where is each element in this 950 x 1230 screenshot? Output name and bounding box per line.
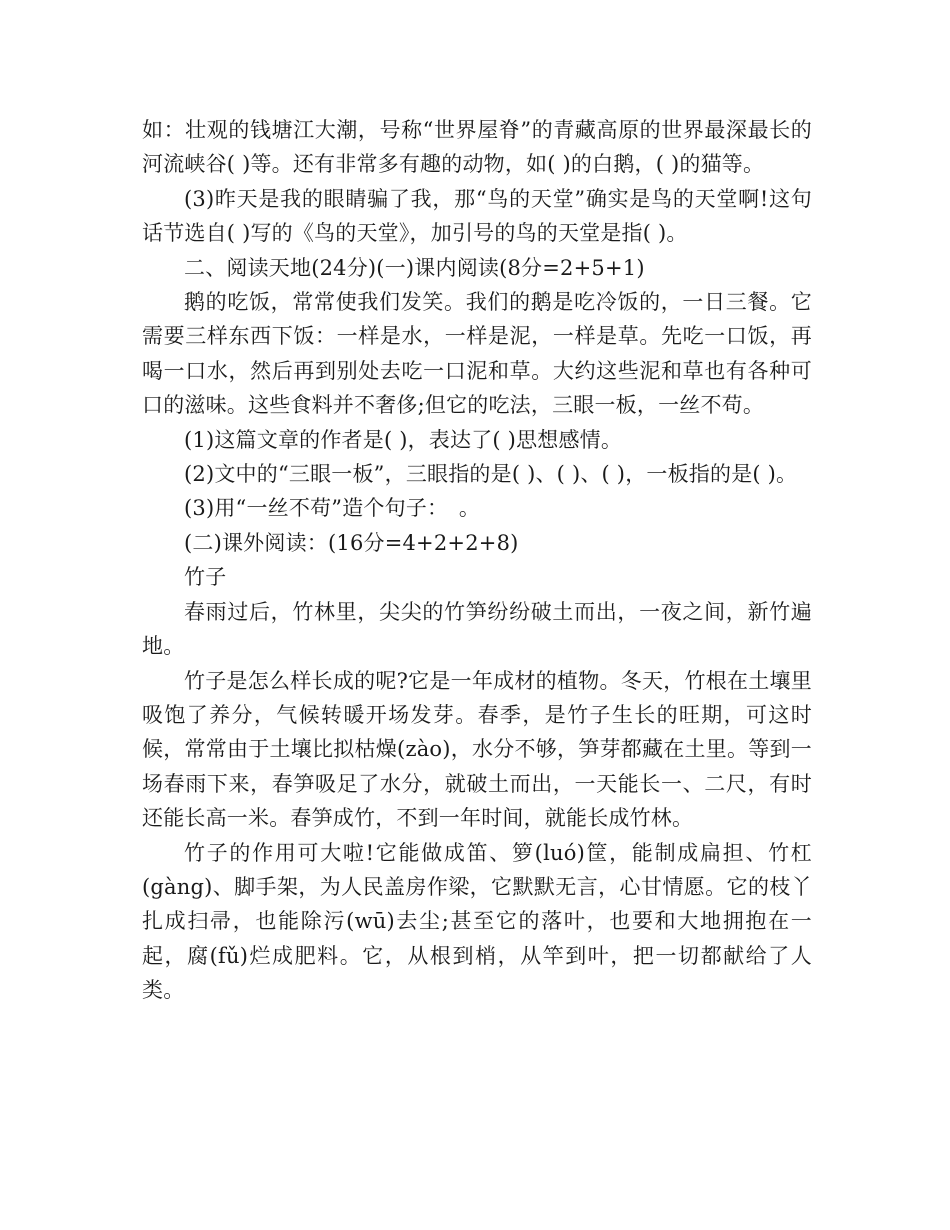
paragraph-bamboo-1: 春雨过后，竹林里，尖尖的竹笋纷纷破土而出，一夜之间，新竹遍地。 — [142, 599, 812, 659]
document-page — [142, 113, 812, 1008]
paragraph-goose-passage: 鹅的吃饭，常常使我们发笑。我们的鹅是吃冷饭的，一日三餐。它需要三样东西下饭：一样是水，一样是泥，一样是草。先吃一口饭，再喝一口水，然后再到别处去吃一口泥和草。大约这些泥和草也有各种可口的滋味。这些食料并不奢侈;但它的吃法，三眼一板，一丝不苟。 — [142, 290, 812, 418]
article-title: 竹子 — [184, 565, 227, 590]
paragraph-question-3b: (3)用“一丝不苟”造个句子： 。 — [184, 496, 481, 521]
paragraph-question-2: (2)文中的“三眼一板”，三眼指的是( )、( )、( )，一板指的是( )。 — [184, 462, 798, 487]
paragraph-bamboo-3: 竹子的作用可大啦!它能做成笛、箩(luó)筐，能制成扁担、竹杠(gàng)、脚手架，为人民盖房作梁，它默默无言，心甘情愿。它的枝丫扎成扫帚，也能除污(wū)去尘;甚至它的落叶，也要和大地拥抱在一起，腐(fǔ)烂成肥料。它，从根到梢，从竿到叶，把一切都献给了人类。 — [142, 840, 812, 1003]
section-heading-extracurricular: (二)课外阅读：(16分=4+2+2+8) — [184, 530, 519, 555]
paragraph-exercise-end: 如：壮观的钱塘江大潮，号称“世界屋脊”的青藏高原的世界最深最长的河流峡谷( )等。还有非常多有趣的动物，如( )的白鹅，( )的猫等。 — [142, 118, 812, 177]
paragraph-question-1: (1)这篇文章的作者是( )，表达了( )思想感情。 — [184, 427, 623, 452]
section-heading-reading: 二、阅读天地(24分)(一)课内阅读(8分=2+5+1) — [184, 255, 645, 280]
paragraph-question-3: (3)昨天是我的眼睛骗了我，那“鸟的天堂”确实是鸟的天堂啊!这句话节选自( )写的《鸟的天堂》，加引号的鸟的天堂是指( )。 — [142, 186, 812, 246]
paragraph-bamboo-2: 竹子是怎么样长成的呢?它是一年成材的植物。冬天，竹根在土壤里吸饱了养分，气候转暖开场发芽。春季，是竹子生长的旺期，可这时候，常常由于土壤比拟枯燥(zào)，水分不够，笋芽都藏在土里。等到一场春雨下来，春笋吸足了水分，就破土而出，一天能长一、二尺，有时还能长高一米。春笋成竹，不到一年时间，就能长成竹林。 — [142, 668, 812, 831]
